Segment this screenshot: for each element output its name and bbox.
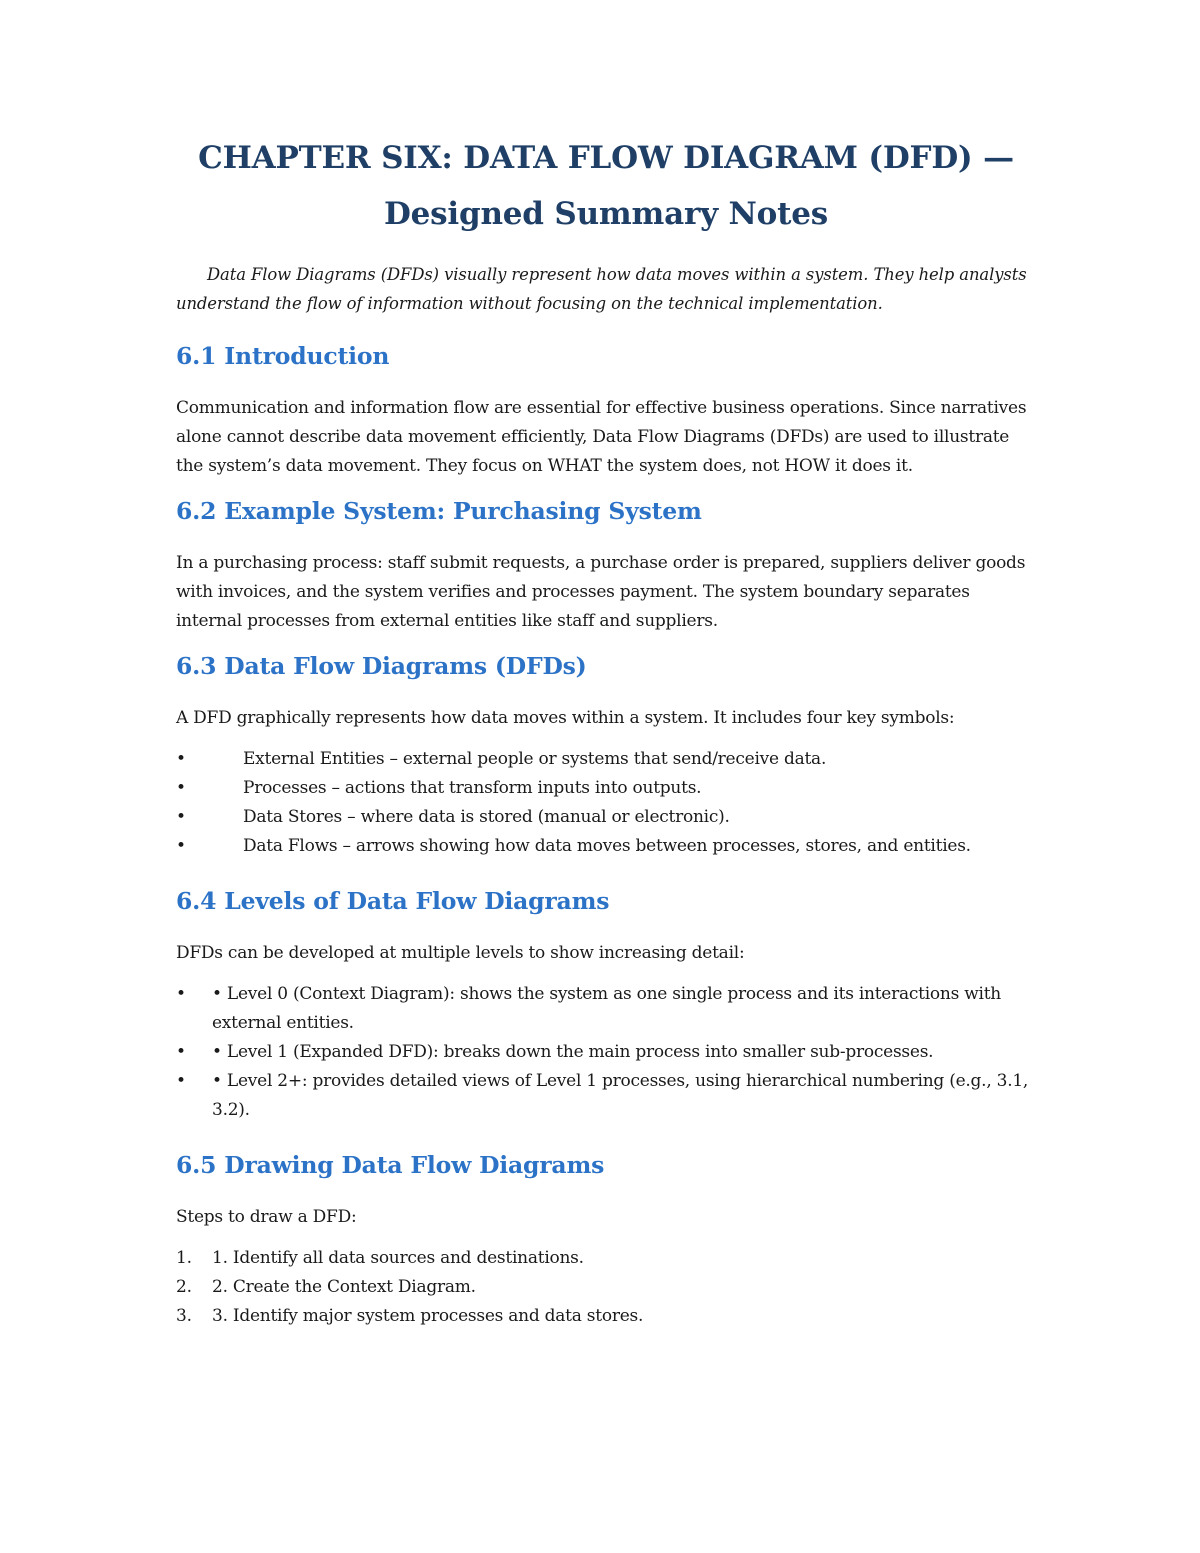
list-item: 1. 1. Identify all data sources and destinations.: [176, 1244, 1036, 1273]
bullet-icon: •: [176, 778, 186, 798]
list-item: • • Level 2+: provides detailed views of Level 1 processes, using hierarchical numbering (e.g., 3.1, 3.2).: [176, 1067, 1036, 1125]
drawing-steps-list: [176, 1244, 1036, 1331]
dfd-levels-list: [176, 980, 1036, 1125]
list-item: 2. 2. Create the Context Diagram.: [176, 1273, 1036, 1302]
section-heading-drawing: 6.5 Drawing Data Flow Diagrams: [176, 1151, 605, 1179]
list-item: • External Entities – external people or systems that send/receive data.: [176, 745, 1036, 774]
list-item: • • Level 1 (Expanded DFD): breaks down the main process into smaller sub-processes.: [176, 1038, 1036, 1067]
bullet-icon: •: [176, 749, 186, 769]
step-number: 3.: [176, 1306, 192, 1326]
page-content: [176, 130, 1036, 1331]
page-title: [176, 130, 1036, 242]
bullet-icon: •: [176, 1071, 186, 1091]
list-item: • • Level 0 (Context Diagram): shows the system as one single process and its interactions with external entities.: [176, 980, 1036, 1038]
section-heading-dfds: 6.3 Data Flow Diagrams (DFDs): [176, 652, 587, 680]
step-number: 2.: [176, 1277, 192, 1297]
dfds-paragraph: A DFD graphically represents how data moves within a system. It includes four key symbols:: [176, 708, 955, 728]
drawing-paragraph: Steps to draw a DFD:: [176, 1207, 357, 1227]
title-line-1: CHAPTER SIX: DATA FLOW DIAGRAM (DFD) —: [198, 140, 1014, 176]
introduction-paragraph: Communication and information flow are essential for effective business operations. Since narratives alone cannot describe data movement efficiently, Data Flow Diagrams (DFDs) are used to illustrate the system’s data movement. They focus on WHAT the system does, not HOW it does it.: [176, 398, 1027, 476]
intro-paragraph: Data Flow Diagrams (DFDs) visually represent how data moves within a system. They help analysts understand the flow of information without focusing on the technical implementation.: [176, 265, 1027, 313]
section-heading-example-system: 6.2 Example System: Purchasing System: [176, 497, 702, 525]
list-item: 3. 3. Identify major system processes and data stores.: [176, 1302, 1036, 1331]
bullet-icon: •: [176, 836, 186, 856]
bullet-icon: •: [176, 807, 186, 827]
example-system-paragraph: In a purchasing process: staff submit requests, a purchase order is prepared, suppliers deliver goods with invoices, and the system verifies and processes payment. The system boundary separates internal processes from external entities like staff and suppliers.: [176, 553, 1026, 631]
step-number: 1.: [176, 1248, 192, 1268]
list-item: • Data Stores – where data is stored (manual or electronic).: [176, 803, 1036, 832]
section-heading-introduction: 6.1 Introduction: [176, 342, 390, 370]
list-item: • Processes – actions that transform inputs into outputs.: [176, 774, 1036, 803]
section-heading-levels: 6.4 Levels of Data Flow Diagrams: [176, 887, 610, 915]
bullet-icon: •: [176, 1042, 186, 1062]
dfd-symbols-list: [176, 745, 1036, 861]
list-item: • Data Flows – arrows showing how data moves between processes, stores, and entities.: [176, 832, 1036, 861]
levels-paragraph: DFDs can be developed at multiple levels to show increasing detail:: [176, 943, 745, 963]
title-line-2: Designed Summary Notes: [383, 196, 829, 232]
bullet-icon: •: [176, 984, 186, 1004]
